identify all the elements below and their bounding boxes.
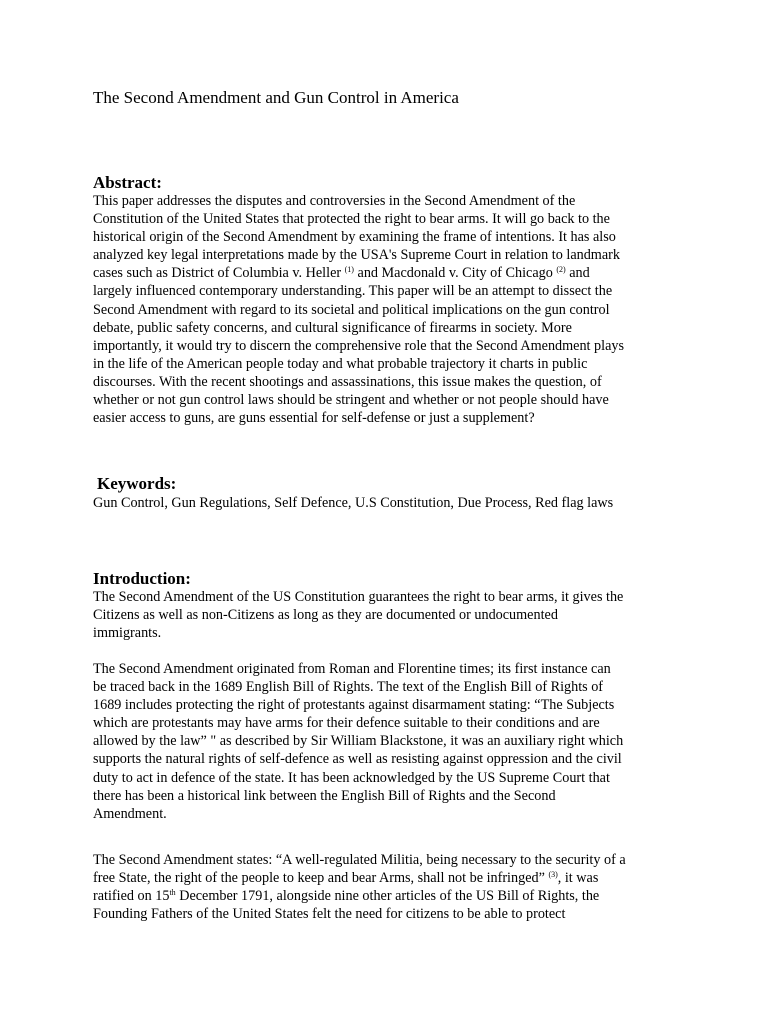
introduction-paragraph-3	[93, 851, 683, 923]
text-line: The Second Amendment originated from Roman and Florentine times; its first instance can	[93, 661, 611, 677]
ordinal-suffix: th	[169, 888, 176, 898]
abstract-paragraph	[93, 192, 683, 427]
text-run: December 1791, alongside nine other articles of the US Bill of Rights, the	[175, 888, 600, 905]
footnote-ref-2: (2)	[556, 265, 566, 275]
text-run: and	[565, 265, 590, 282]
keywords-paragraph	[93, 494, 683, 512]
text-line: 1689 includes protecting the right of protestants against disarmament stating: “The Subjects	[93, 697, 615, 714]
text-line: discourses. With the recent shootings and assassinations, this issue makes the question, of	[93, 373, 602, 390]
text-line	[93, 887, 683, 905]
introduction-heading: Introduction:	[93, 569, 191, 588]
text-line: The Second Amendment states: “A well-regulated Militia, being necessary to the security of a	[93, 852, 626, 868]
text-line: whether or not gun control laws should be stringent and whether or not people should have	[93, 392, 609, 409]
text-line: easier access to guns, are guns essential for self-defense or just a supplement?	[93, 410, 535, 427]
text-line: This paper addresses the disputes and controversies in the Second Amendment of the	[93, 193, 576, 209]
text-line: immigrants.	[93, 625, 162, 642]
text-line: debate, public safety concerns, and cultural significance of firearms in society. More	[93, 319, 572, 336]
text-line: in the life of the American people today and what probable trajectory it charts in public	[93, 355, 588, 372]
text-line: importantly, it would try to discern the comprehensive role that the Second Amendment plays	[93, 337, 624, 354]
introduction-paragraph-1	[93, 588, 683, 642]
text-line: be traced back in the 1689 English Bill of Rights. The text of the English Bill of Rights of	[93, 679, 604, 696]
text-run: and Macdonald v. City of Chicago	[353, 265, 557, 282]
text-line: duty to act in defence of the state. It has been acknowledged by the US Supreme Court that	[93, 769, 610, 786]
text-run: cases such as District of Columbia v. Heller	[93, 265, 345, 282]
text-line: which are protestants may have arms for their defence suitable to their conditions and are	[93, 715, 600, 732]
text-run: ratified on 15	[93, 888, 170, 905]
text-line	[93, 264, 683, 282]
footnote-ref-1: (1)	[344, 265, 354, 275]
text-line	[93, 869, 683, 887]
text-run: free State, the right of the people to keep and bear Arms, shall not be infringed”	[93, 870, 549, 887]
text-line: Citizens as well as non-Citizens as long as they are documented or undocumented	[93, 607, 558, 624]
text-line: Amendment.	[93, 805, 167, 822]
text-line: supports the natural rights of self-defence as well as resisting against oppression and the civil	[93, 751, 622, 768]
document-title: The Second Amendment and Gun Control in America	[93, 88, 459, 107]
abstract-heading: Abstract:	[93, 173, 162, 192]
text-line: Founding Fathers of the United States felt the need for citizens to be able to protect	[93, 906, 566, 923]
keywords-heading: Keywords:	[97, 474, 177, 493]
footnote-ref-3: (3)	[548, 870, 558, 880]
text-line: allowed by the law” " as described by Sir William Blackstone, it was an auxiliary right which	[93, 733, 624, 750]
text-line: Second Amendment with regard to its societal and political implications on the gun control	[93, 301, 610, 318]
text-line: The Second Amendment of the US Constitution guarantees the right to bear arms, it gives the	[93, 589, 624, 605]
keywords-text: Gun Control, Gun Regulations, Self Defence, U.S Constitution, Due Process, Red flag laws	[93, 495, 614, 511]
text-run: , it was	[557, 870, 599, 887]
text-line: Constitution of the United States that protected the right to bear arms. It will go back to the	[93, 211, 610, 228]
text-line: there has been a historical link between the English Bill of Rights and the Second	[93, 787, 556, 804]
text-line: historical origin of the Second Amendment by examining the frame of intentions. It has also	[93, 229, 616, 246]
introduction-paragraph-2	[93, 660, 683, 823]
text-line: largely influenced contemporary understanding. This paper will be an attempt to dissect the	[93, 283, 613, 300]
text-line: analyzed key legal interpretations made by the USA's Supreme Court in relation to landmark	[93, 247, 620, 264]
